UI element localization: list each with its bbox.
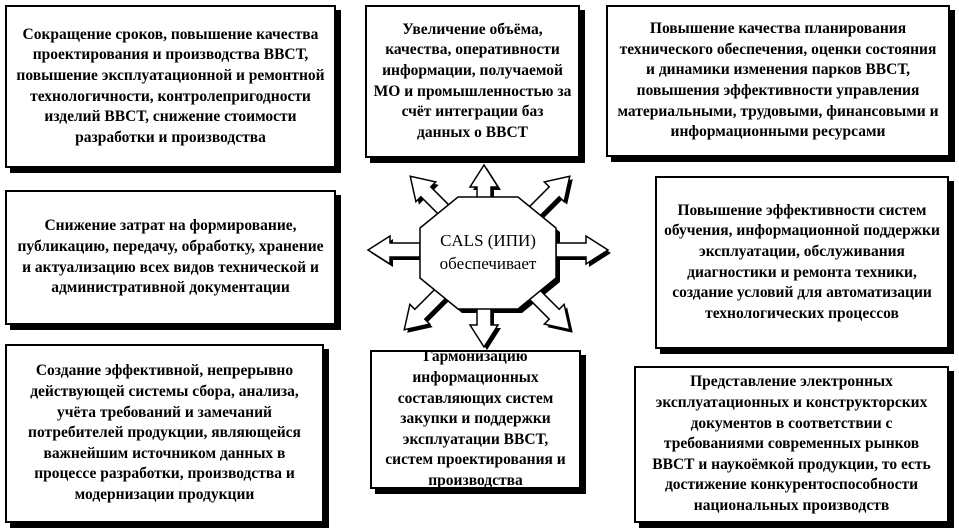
benefit-box-middle-left <box>5 190 336 325</box>
center-subtitle: обеспечивает <box>439 254 537 273</box>
benefit-text: Повышение качества планирования технического обеспечения, оценки состояния и динамики изменения парков ВВСТ, повышения эффективности управления материальными, трудовыми, финансовыми и информационными ресурсами <box>617 20 939 141</box>
benefit-text: Снижение затрат на формирование, публикацию, передачу, обработку, хранение и актуализацию всех видов технической и административной документации <box>17 217 324 297</box>
benefit-box-top-left <box>5 5 336 168</box>
arrow-right-icon <box>556 236 611 267</box>
benefit-text: Повышение эффективности систем обучения, информационной поддержки эксплуатации, обслуживания диагностики и ремонта техники, создание условий для автоматизации технологических процессов <box>664 201 940 322</box>
benefit-box-top-right <box>606 5 950 157</box>
benefit-text: Сокращение сроков, повышение качества проектирования и производства ВВСТ, повышение эксплуатационной и ремонтной технологичности, контролепригодности изделий ВВСТ, снижение стоимости разработки и производства <box>16 25 325 146</box>
benefit-text: Увеличение объёма, качества, оперативности информации, получаемой МО и промышленностью за счёт интеграции баз данных о ВВСТ <box>373 20 572 141</box>
benefit-box-middle-right <box>655 176 949 349</box>
center-title: CALS (ИПИ) <box>440 231 536 251</box>
arrow-left-icon <box>368 236 423 267</box>
benefit-box-top-center <box>365 5 580 158</box>
benefit-text: Представление электронных эксплуатационных и конструкторских документов в соответствии с требованиями современных рынков ВВСТ и наукоёмкой продукции, то есть достижение конкурентоспособности национальных производств <box>652 373 931 515</box>
benefit-box-bottom-right <box>634 366 949 523</box>
benefit-text: Гармонизацию информационных составляющих систем закупки и поддержки эксплуатации ВВСТ, систем проектирования и производства <box>385 348 566 490</box>
benefit-box-bottom-left <box>5 344 324 523</box>
center-label <box>420 197 556 309</box>
benefit-text: Создание эффективной, непрерывно действующей системы сбора, анализа, учёта требований и замечаний потребителей продукции, являющейся важнейшим источником данных в процессе разработки, производства и модернизации продукции <box>28 362 301 504</box>
benefit-box-bottom-center <box>370 350 581 489</box>
